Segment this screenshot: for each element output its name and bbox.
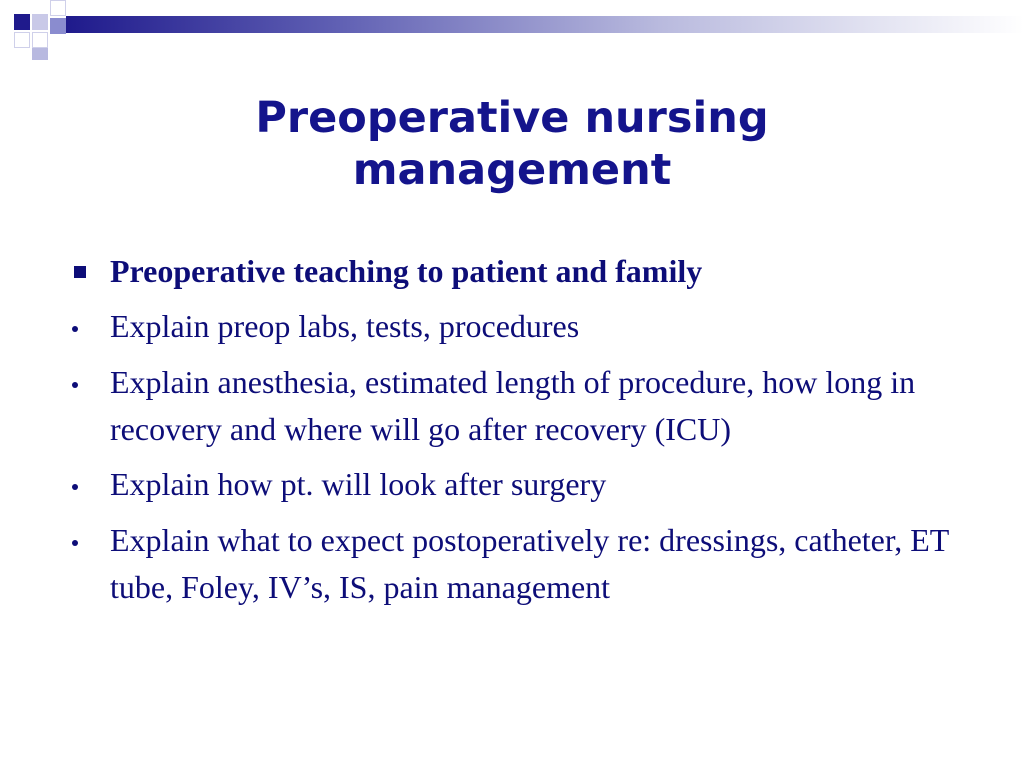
list-item — [70, 517, 970, 612]
bullet-list — [70, 248, 970, 620]
dot-bullet-icon — [72, 540, 78, 546]
dot-bullet-icon — [72, 484, 78, 490]
slide-title — [120, 92, 904, 197]
dot-bullet-icon — [72, 382, 78, 388]
dot-bullet-icon — [72, 326, 78, 332]
list-item-heading — [70, 248, 970, 295]
deco-square — [14, 32, 30, 48]
deco-square — [32, 14, 48, 30]
list-item-text: Explain how pt. will look after surgery — [110, 466, 607, 503]
deco-square — [50, 0, 66, 16]
slide-title-line-2: management — [352, 145, 672, 196]
deco-square — [50, 18, 66, 34]
square-bullet-icon — [74, 266, 86, 278]
deco-square — [32, 32, 48, 48]
deco-square — [14, 14, 30, 30]
header-gradient-bar — [66, 16, 1024, 33]
list-item — [70, 359, 970, 454]
list-item-text: Explain preop labs, tests, procedures — [110, 308, 580, 345]
list-item — [70, 303, 970, 350]
list-item-text: Preoperative teaching to patient and family — [110, 253, 703, 289]
deco-square — [32, 48, 48, 60]
slide-title-line-1: Preoperative nursing — [255, 93, 769, 143]
list-item-text: Explain anesthesia, estimated length of procedure, how long in recovery and where will go after recovery (ICU) — [110, 363, 916, 448]
list-item — [70, 461, 970, 508]
list-item-text: Explain what to expect postoperatively re: dressings, catheter, ET tube, Foley, IV’s, IS, pain management — [110, 521, 949, 606]
